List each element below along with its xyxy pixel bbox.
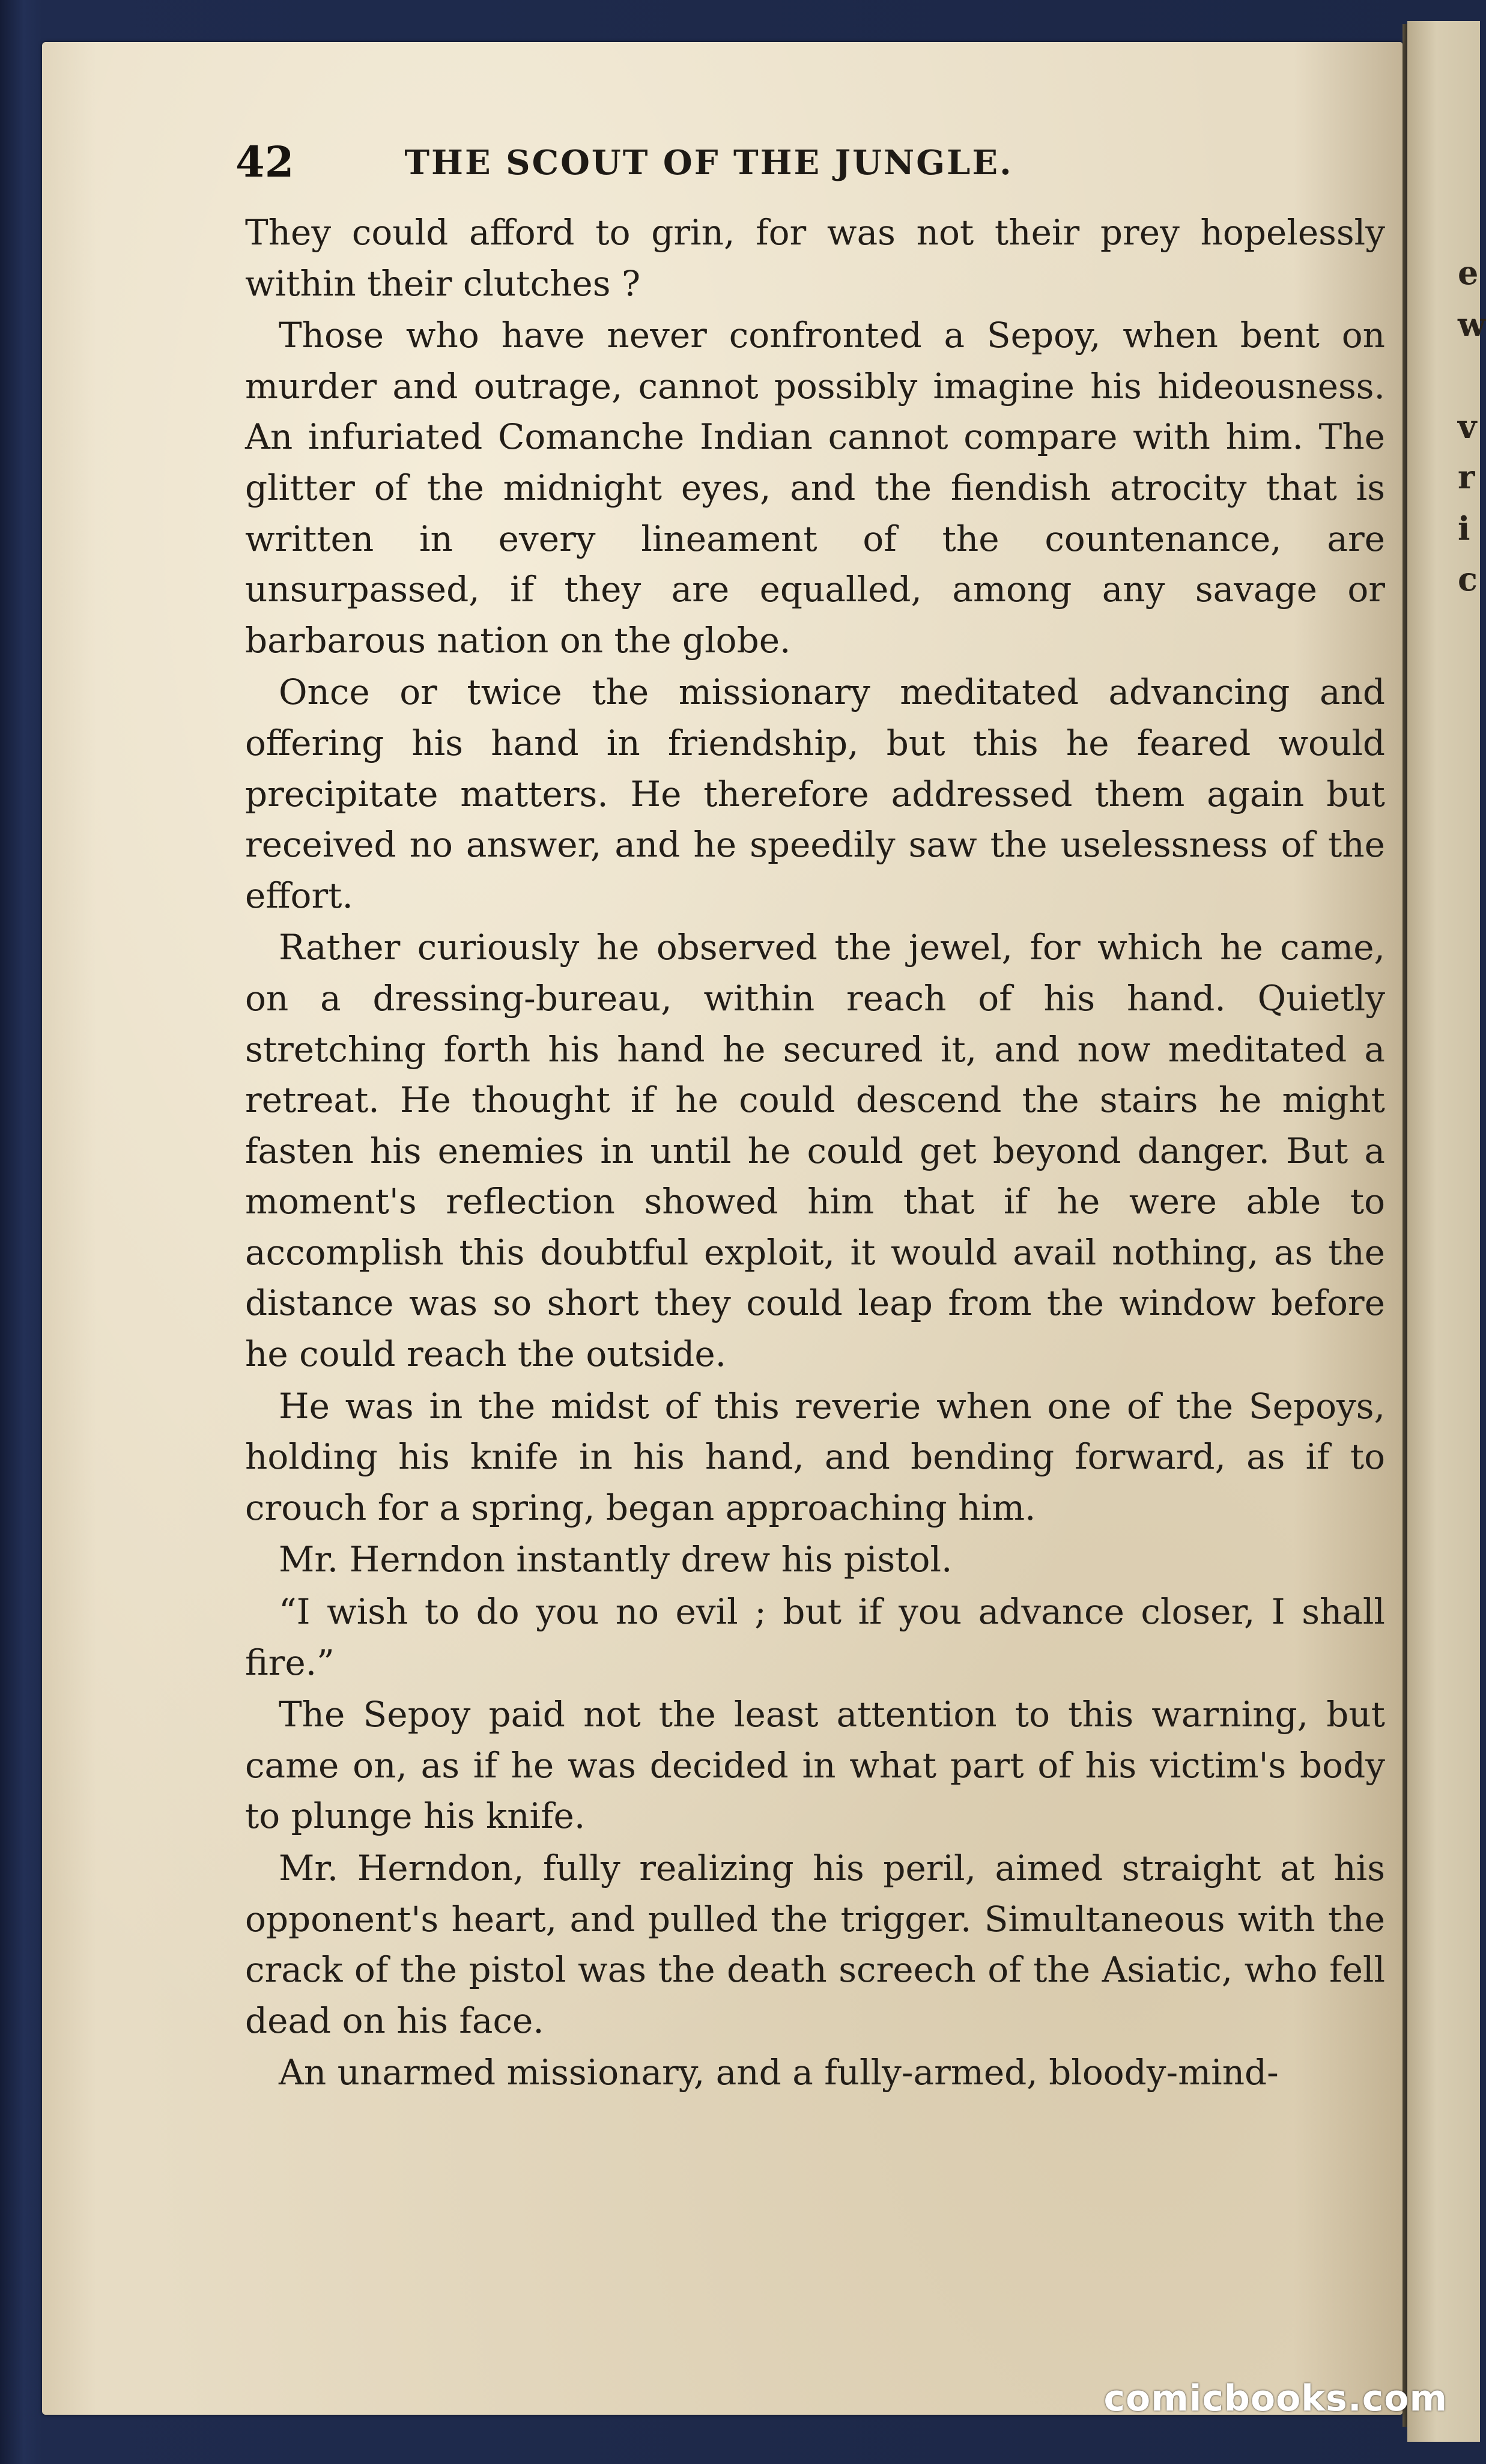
- watermark: comicbooks.com: [1103, 2378, 1448, 2420]
- page-body: [245, 207, 1385, 2098]
- facing-page-fragment: w: [1458, 305, 1486, 344]
- facing-page-fragment: e: [1458, 253, 1479, 292]
- running-header: THE SCOUT OF THE JUNGLE.: [404, 143, 1013, 183]
- facing-page-fragment: v: [1458, 407, 1477, 446]
- page-number: 42: [235, 137, 294, 187]
- paragraph: An unarmed missionary, and a fully-armed, bloody-mind-: [279, 2052, 1279, 2093]
- paragraph: Mr. Herndon instantly drew his pistol.: [279, 1539, 953, 1580]
- book-gutter: [1403, 24, 1407, 2427]
- paragraph: “I wish to do you no evil ; but if you advance closer, I shall fire.”: [245, 1591, 1385, 1683]
- paragraph: He was in the midst of this reverie when one of the Sepoys, holding his knife in his hand, and bending forward, as if to crouch for a spring, began approaching him.: [245, 1385, 1385, 1528]
- facing-page-fragment: i: [1458, 509, 1470, 548]
- paragraph: Rather curiously he observed the jewel, for which he came, on a dressing-bureau, within reach of his hand. Quietly stretching forth his hand he secured it, and now meditated a retreat. He thought if he could descend the stairs he might fasten his enemies in until he could get beyond danger. But a moment's reflection showed him that if he were able to accomplish this doubtful exploit, it would avail nothing, as the distance was so short they could leap from the window before he could reach the outside.: [245, 927, 1385, 1375]
- paragraph: Mr. Herndon, fully realizing his peril, aimed straight at his opponent's heart, and pulled the trigger. Simultaneous with the crack of the pistol was the death screech of the Asiatic, who fell dead on his face.: [245, 1848, 1385, 2041]
- paragraph: The Sepoy paid not the least attention to this warning, but came on, as if he was decided in what part of his victim's body to plunge his knife.: [245, 1694, 1385, 1837]
- facing-page-fragment: c: [1458, 560, 1478, 598]
- facing-page-edge: [1407, 21, 1486, 2442]
- paragraph: Once or twice the missionary meditated advancing and offering his hand in friendship, but this he feared would precipitate matters. He therefore addressed them again but received no answer, and he speedily saw the uselessness of the effort.: [245, 672, 1385, 916]
- facing-page-fragment: r: [1458, 458, 1475, 496]
- paragraph: They could afford to grin, for was not their prey hopelessly within their clutches ?: [245, 212, 1385, 304]
- paragraph: Those who have never confronted a Sepoy, when bent on murder and outrage, cannot possibly imagine his hideousness. An infuriated Comanche Indian cannot compare with him. The glitter of the midnight eyes, and the fiendish atrocity that is written in every lineament of the countenance, are unsurpassed, if they are equalled, among any savage or barbarous nation on the globe.: [245, 315, 1385, 661]
